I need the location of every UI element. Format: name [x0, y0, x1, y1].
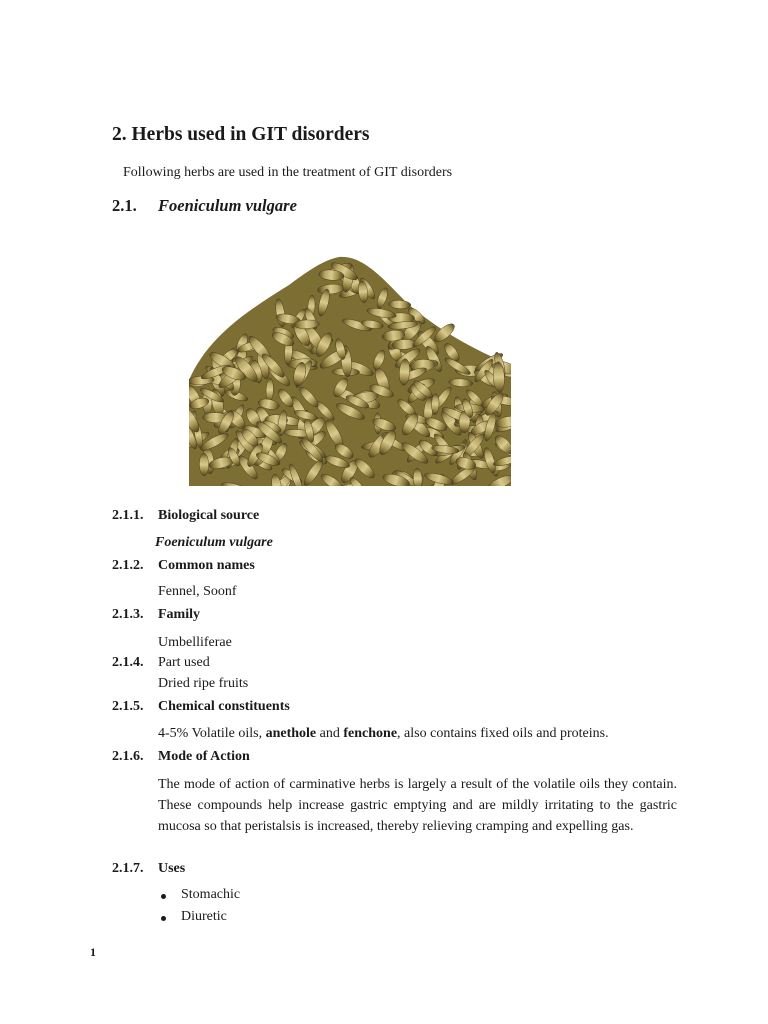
- fenchone-term: fenchone: [343, 726, 398, 741]
- chemical-constituents-heading: Chemical constituents: [158, 699, 290, 714]
- biological-source-text: Foeniculum vulgare: [155, 535, 273, 550]
- item-number: 2.1.6.: [112, 749, 144, 764]
- uses-heading: Uses: [158, 861, 186, 876]
- item-number: 2.1.7.: [112, 861, 144, 876]
- item-number: 2.1.2.: [112, 558, 144, 573]
- page-number: 1: [90, 945, 96, 959]
- chemical-constituents-text: 4-5% Volatile oils, anethole and fenchone, also contains fixed oils and proteins.: [158, 726, 609, 741]
- section-title: 2. Herbs used in GIT disorders: [112, 124, 370, 145]
- mode-of-action-heading: Mode of Action: [158, 749, 250, 764]
- common-names-heading: Common names: [158, 558, 255, 573]
- section-intro: Following herbs are used in the treatment of GIT disorders: [123, 165, 453, 180]
- uses-list: [158, 887, 240, 930]
- common-names-text: Fennel, Soonf: [158, 584, 237, 599]
- part-used-text: Dried ripe fruits: [158, 676, 249, 691]
- item-number: 2.1.3.: [112, 607, 144, 622]
- item-number: 2.1.5.: [112, 699, 144, 714]
- list-item: Stomachic: [158, 887, 240, 909]
- family-heading: Family: [158, 607, 200, 622]
- subsection-number: 2.1.: [112, 196, 137, 215]
- biological-source-heading: Biological source: [158, 508, 260, 523]
- subsection-title: Foeniculum vulgare: [158, 196, 297, 215]
- item-number: 2.1.1.: [112, 508, 144, 523]
- fennel-seeds-image: [189, 255, 511, 486]
- anethole-term: anethole: [265, 726, 317, 741]
- item-number: 2.1.4.: [112, 655, 144, 670]
- list-item: Diuretic: [158, 909, 240, 931]
- family-text: Umbelliferae: [158, 635, 232, 650]
- mode-of-action-paragraph: The mode of action of carminative herbs is largely a result of the volatile oils they contain. These compounds help increase gastric emptying and are mildly irritating to the gastric mucosa so that peristalsis is increased, thereby relieving cramping and expelling gas.: [158, 777, 677, 834]
- part-used-heading: Part used: [158, 655, 210, 670]
